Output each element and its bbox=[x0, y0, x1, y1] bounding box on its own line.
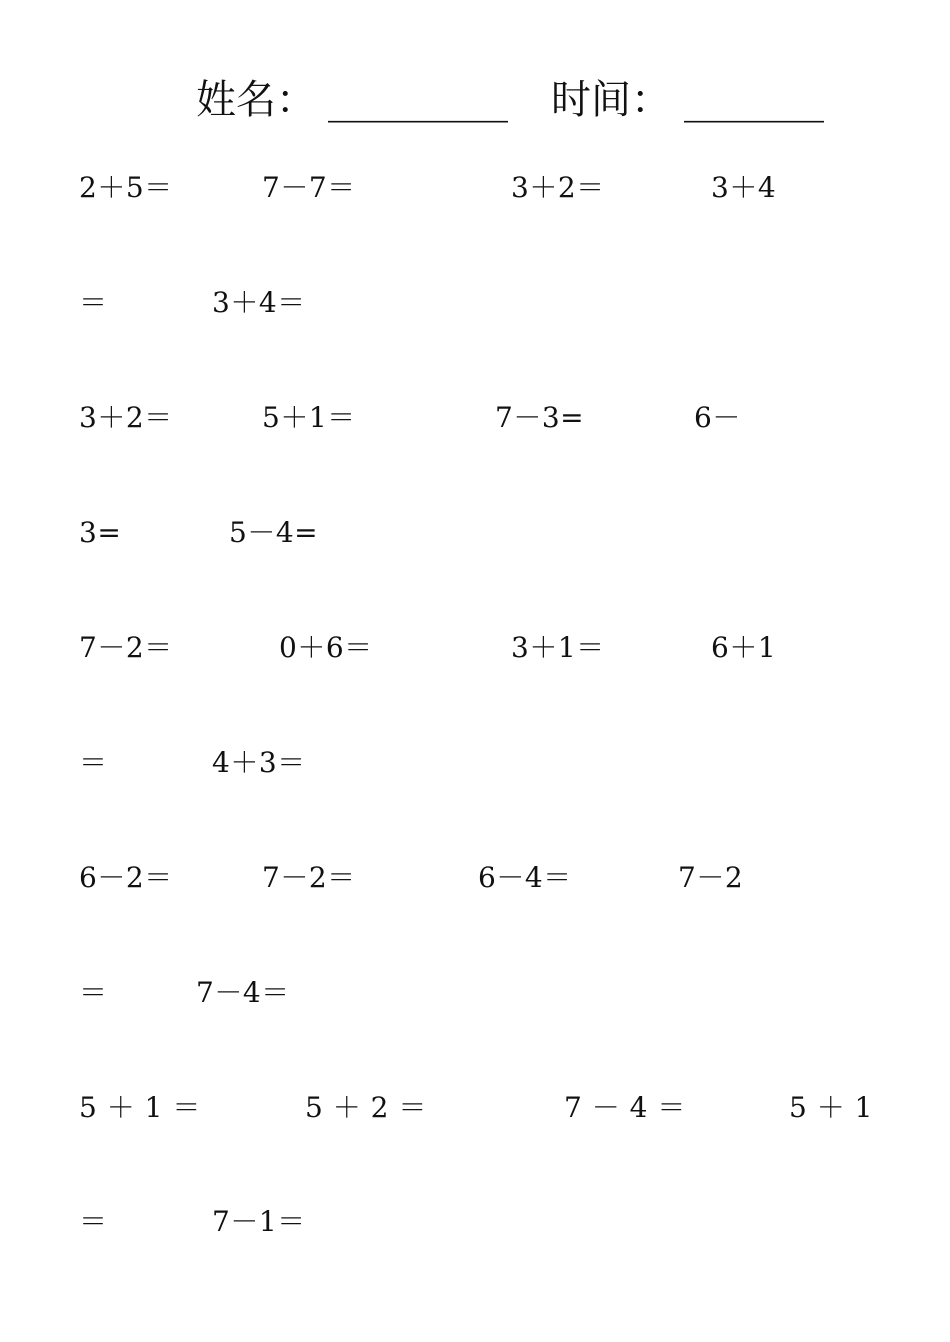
name-blank[interactable]: _________ bbox=[328, 77, 508, 123]
math-problem: 7－4＝ bbox=[196, 976, 290, 1009]
math-problem: 7－2＝ bbox=[262, 861, 356, 894]
math-problem: 3＋4 bbox=[711, 171, 777, 204]
math-problem: 7－2 bbox=[678, 861, 744, 894]
math-problem: ＝ bbox=[79, 286, 108, 319]
math-problem: 7－7＝ bbox=[262, 171, 356, 204]
math-problem: 3＋4＝ bbox=[212, 286, 306, 319]
worksheet-header bbox=[0, 70, 950, 130]
math-problem: ＝ bbox=[79, 746, 108, 779]
math-problem: 2＋5＝ bbox=[79, 171, 173, 204]
math-problem: 5－4= bbox=[229, 516, 319, 549]
math-problem: 7－3= bbox=[495, 401, 585, 434]
math-problem: 6－4＝ bbox=[478, 861, 572, 894]
math-problem: 3＋1＝ bbox=[511, 631, 605, 664]
math-problem: 5＋1＝ bbox=[262, 401, 356, 434]
math-problem: 5 ＋ 1 bbox=[789, 1091, 873, 1124]
math-problem: 3＋2＝ bbox=[79, 401, 173, 434]
math-problem: 7－2＝ bbox=[79, 631, 173, 664]
math-problem: ＝ bbox=[79, 1205, 108, 1238]
math-problem: ＝ bbox=[79, 976, 108, 1009]
math-problem: 4＋3＝ bbox=[212, 746, 306, 779]
math-problem: 0＋6＝ bbox=[279, 631, 373, 664]
time-blank[interactable]: _______ bbox=[684, 77, 824, 123]
time-label: 时间： bbox=[551, 77, 671, 123]
math-problem: 3= bbox=[79, 516, 122, 549]
math-problem: 6＋1 bbox=[711, 631, 777, 664]
math-problem: 7－1＝ bbox=[212, 1205, 306, 1238]
math-problem: 5 ＋ 1 ＝ bbox=[79, 1091, 201, 1124]
math-problem: 6－ bbox=[694, 401, 741, 434]
math-problem: 3＋2＝ bbox=[511, 171, 605, 204]
math-problem: 6－2＝ bbox=[79, 861, 173, 894]
name-label: 姓名： bbox=[196, 77, 316, 123]
math-problem: 5 ＋ 2 ＝ bbox=[305, 1091, 427, 1124]
math-problem: 7 － 4 ＝ bbox=[564, 1091, 686, 1124]
